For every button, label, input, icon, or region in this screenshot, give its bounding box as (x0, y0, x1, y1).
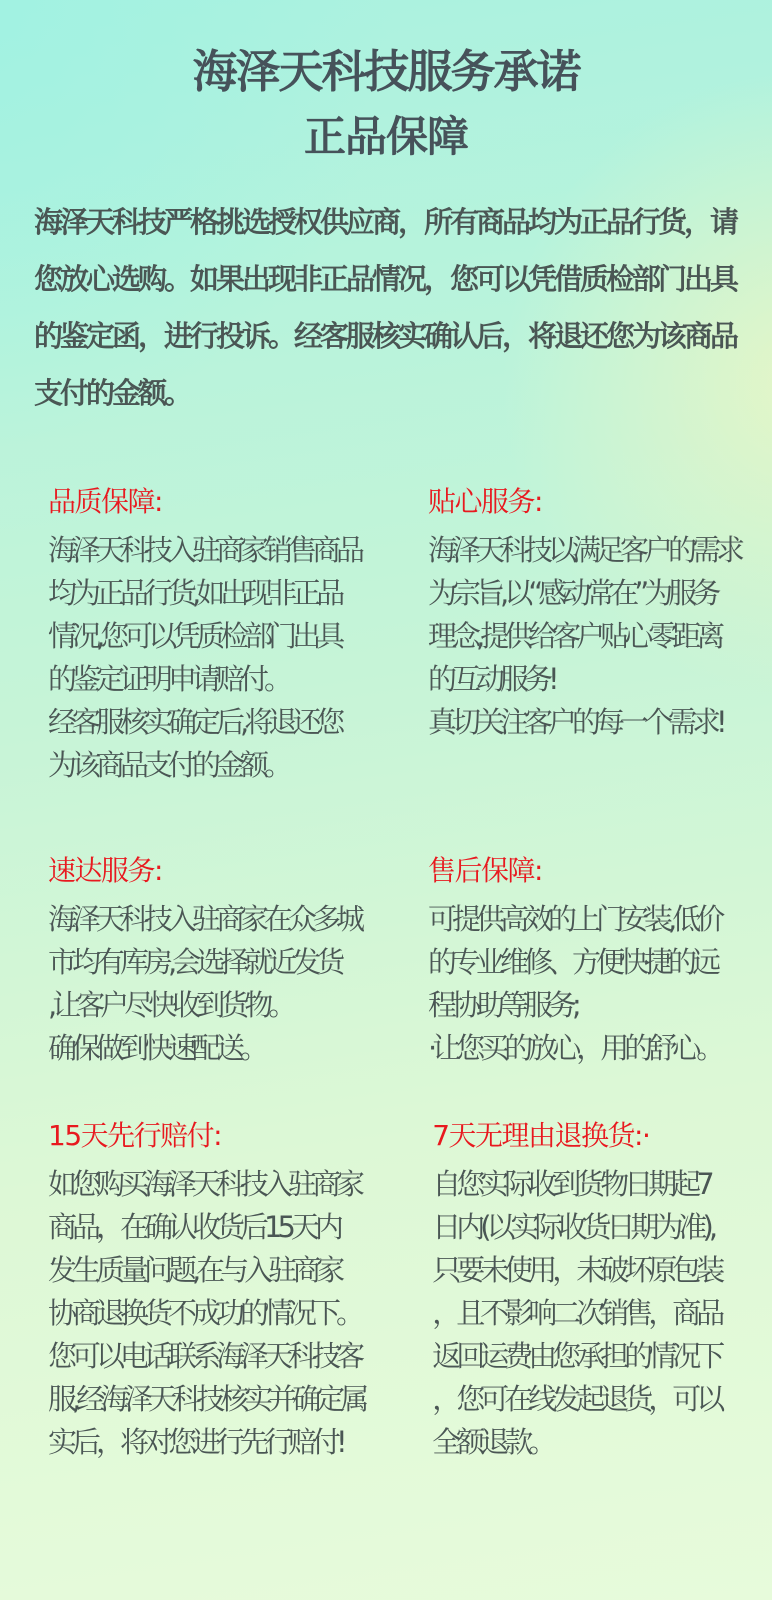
text-line: 海泽天科技严格挑选授权供应商，所有商品均为正品行货，请 (34, 205, 737, 239)
section-15day-compensation (48, 1116, 364, 1464)
text-line: ，您可在线发起退货，可以 (432, 1382, 721, 1416)
section-caring-service (428, 482, 740, 744)
text-line: 您可以电话联系海泽天科技客 (48, 1339, 361, 1373)
section-heading: 品质保障: (48, 485, 162, 518)
text-line: 实后，将对您进行先行赔付! (48, 1425, 343, 1459)
section-heading: 15天先行赔付: (48, 1119, 222, 1152)
section-body (432, 1163, 724, 1464)
text-line: 的专业维修、方便快捷的远 (428, 945, 717, 979)
section-express-service (48, 851, 360, 1070)
text-line: 返回运费由您承担的情况下 (432, 1339, 721, 1373)
text-line: ·让您买的放心，用的舒心。 (428, 1031, 721, 1065)
section-row-1 (48, 482, 741, 787)
text-line: 市均有库房,会选择就近发货 (48, 945, 341, 979)
section-after-sales-guarantee (428, 851, 724, 1070)
text-line: 情况,您可以凭质检部门出具 (48, 619, 341, 653)
text-line: 如您购买海泽天科技入驻商家 (48, 1167, 361, 1201)
text-line: 协商退换货不成功的情况下。 (48, 1296, 361, 1330)
text-line: 可提供高效的上门安装,低价 (428, 902, 721, 936)
text-line: ,让客户尽快收到货物。 (48, 988, 293, 1022)
text-line: 服,经海泽天科技核实并确定属 (48, 1382, 365, 1416)
text-line: 只要未使用，未破坏原包装 (432, 1253, 721, 1287)
intro-paragraph (0, 194, 772, 422)
page-subtitle: 正品保障 (303, 112, 468, 161)
section-body (428, 898, 724, 1070)
section-body (48, 1163, 364, 1464)
section-7day-return (432, 1116, 724, 1464)
sections-container (0, 482, 772, 1464)
text-line: 海泽天科技入驻商家在众多城 (48, 902, 361, 936)
text-line: 为宗旨,以“感动常在”为服务 (428, 576, 717, 610)
section-heading: 速达服务: (48, 854, 162, 887)
text-line: 海泽天科技入驻商家销售商品 (48, 533, 361, 567)
text-line: 经客服核实确定后,将退还您 (48, 705, 341, 739)
section-heading: 售后保障: (428, 854, 542, 887)
section-body (428, 529, 740, 744)
text-line: 的鉴定函，进行投诉。经客服核实确认后，将退还您为该商品 (34, 319, 737, 353)
text-line: 为该商品支付的金额。 (48, 748, 289, 782)
text-line: 的互动服务! (428, 662, 555, 696)
section-body (48, 898, 360, 1070)
section-quality-guarantee (48, 482, 360, 787)
text-line: 海泽天科技以满足客户的需求 (428, 533, 741, 567)
text-line: 的鉴定证明申请赔付。 (48, 662, 289, 696)
text-line: 真切关注客户的每一个需求! (428, 705, 723, 739)
text-line: 全额退款。 (432, 1425, 553, 1459)
section-heading: 贴心服务: (428, 485, 542, 518)
text-line: 日内(以实际收货日期为准), (432, 1210, 714, 1244)
section-row-2 (48, 851, 724, 1070)
text-line: 均为正品行货,如出现非正品 (48, 576, 341, 610)
text-line: 支付的金额。 (34, 376, 191, 410)
text-line: 理念,提供给客户贴心零距离 (428, 619, 721, 653)
text-line: ，且不影响二次销售，商品 (432, 1296, 721, 1330)
text-line: 自您实际收到货物日期起7 (432, 1167, 710, 1201)
section-heading: 7天无理由退换货:· (432, 1119, 650, 1152)
text-line: 您放心选购。如果出现非正品情况，您可以凭借质检部门出具 (34, 262, 737, 296)
text-line: 确保做到快速配送。 (48, 1031, 265, 1065)
text-line: 商品，在确认收货后15天内 (48, 1210, 339, 1244)
page-title: 海泽天科技服务承诺 (192, 45, 580, 98)
text-line: 发生质量问题,在与入驻商家 (48, 1253, 341, 1287)
text-line: 程协助等服务; (428, 988, 577, 1022)
section-row-3 (48, 1116, 724, 1464)
section-body (48, 529, 360, 787)
